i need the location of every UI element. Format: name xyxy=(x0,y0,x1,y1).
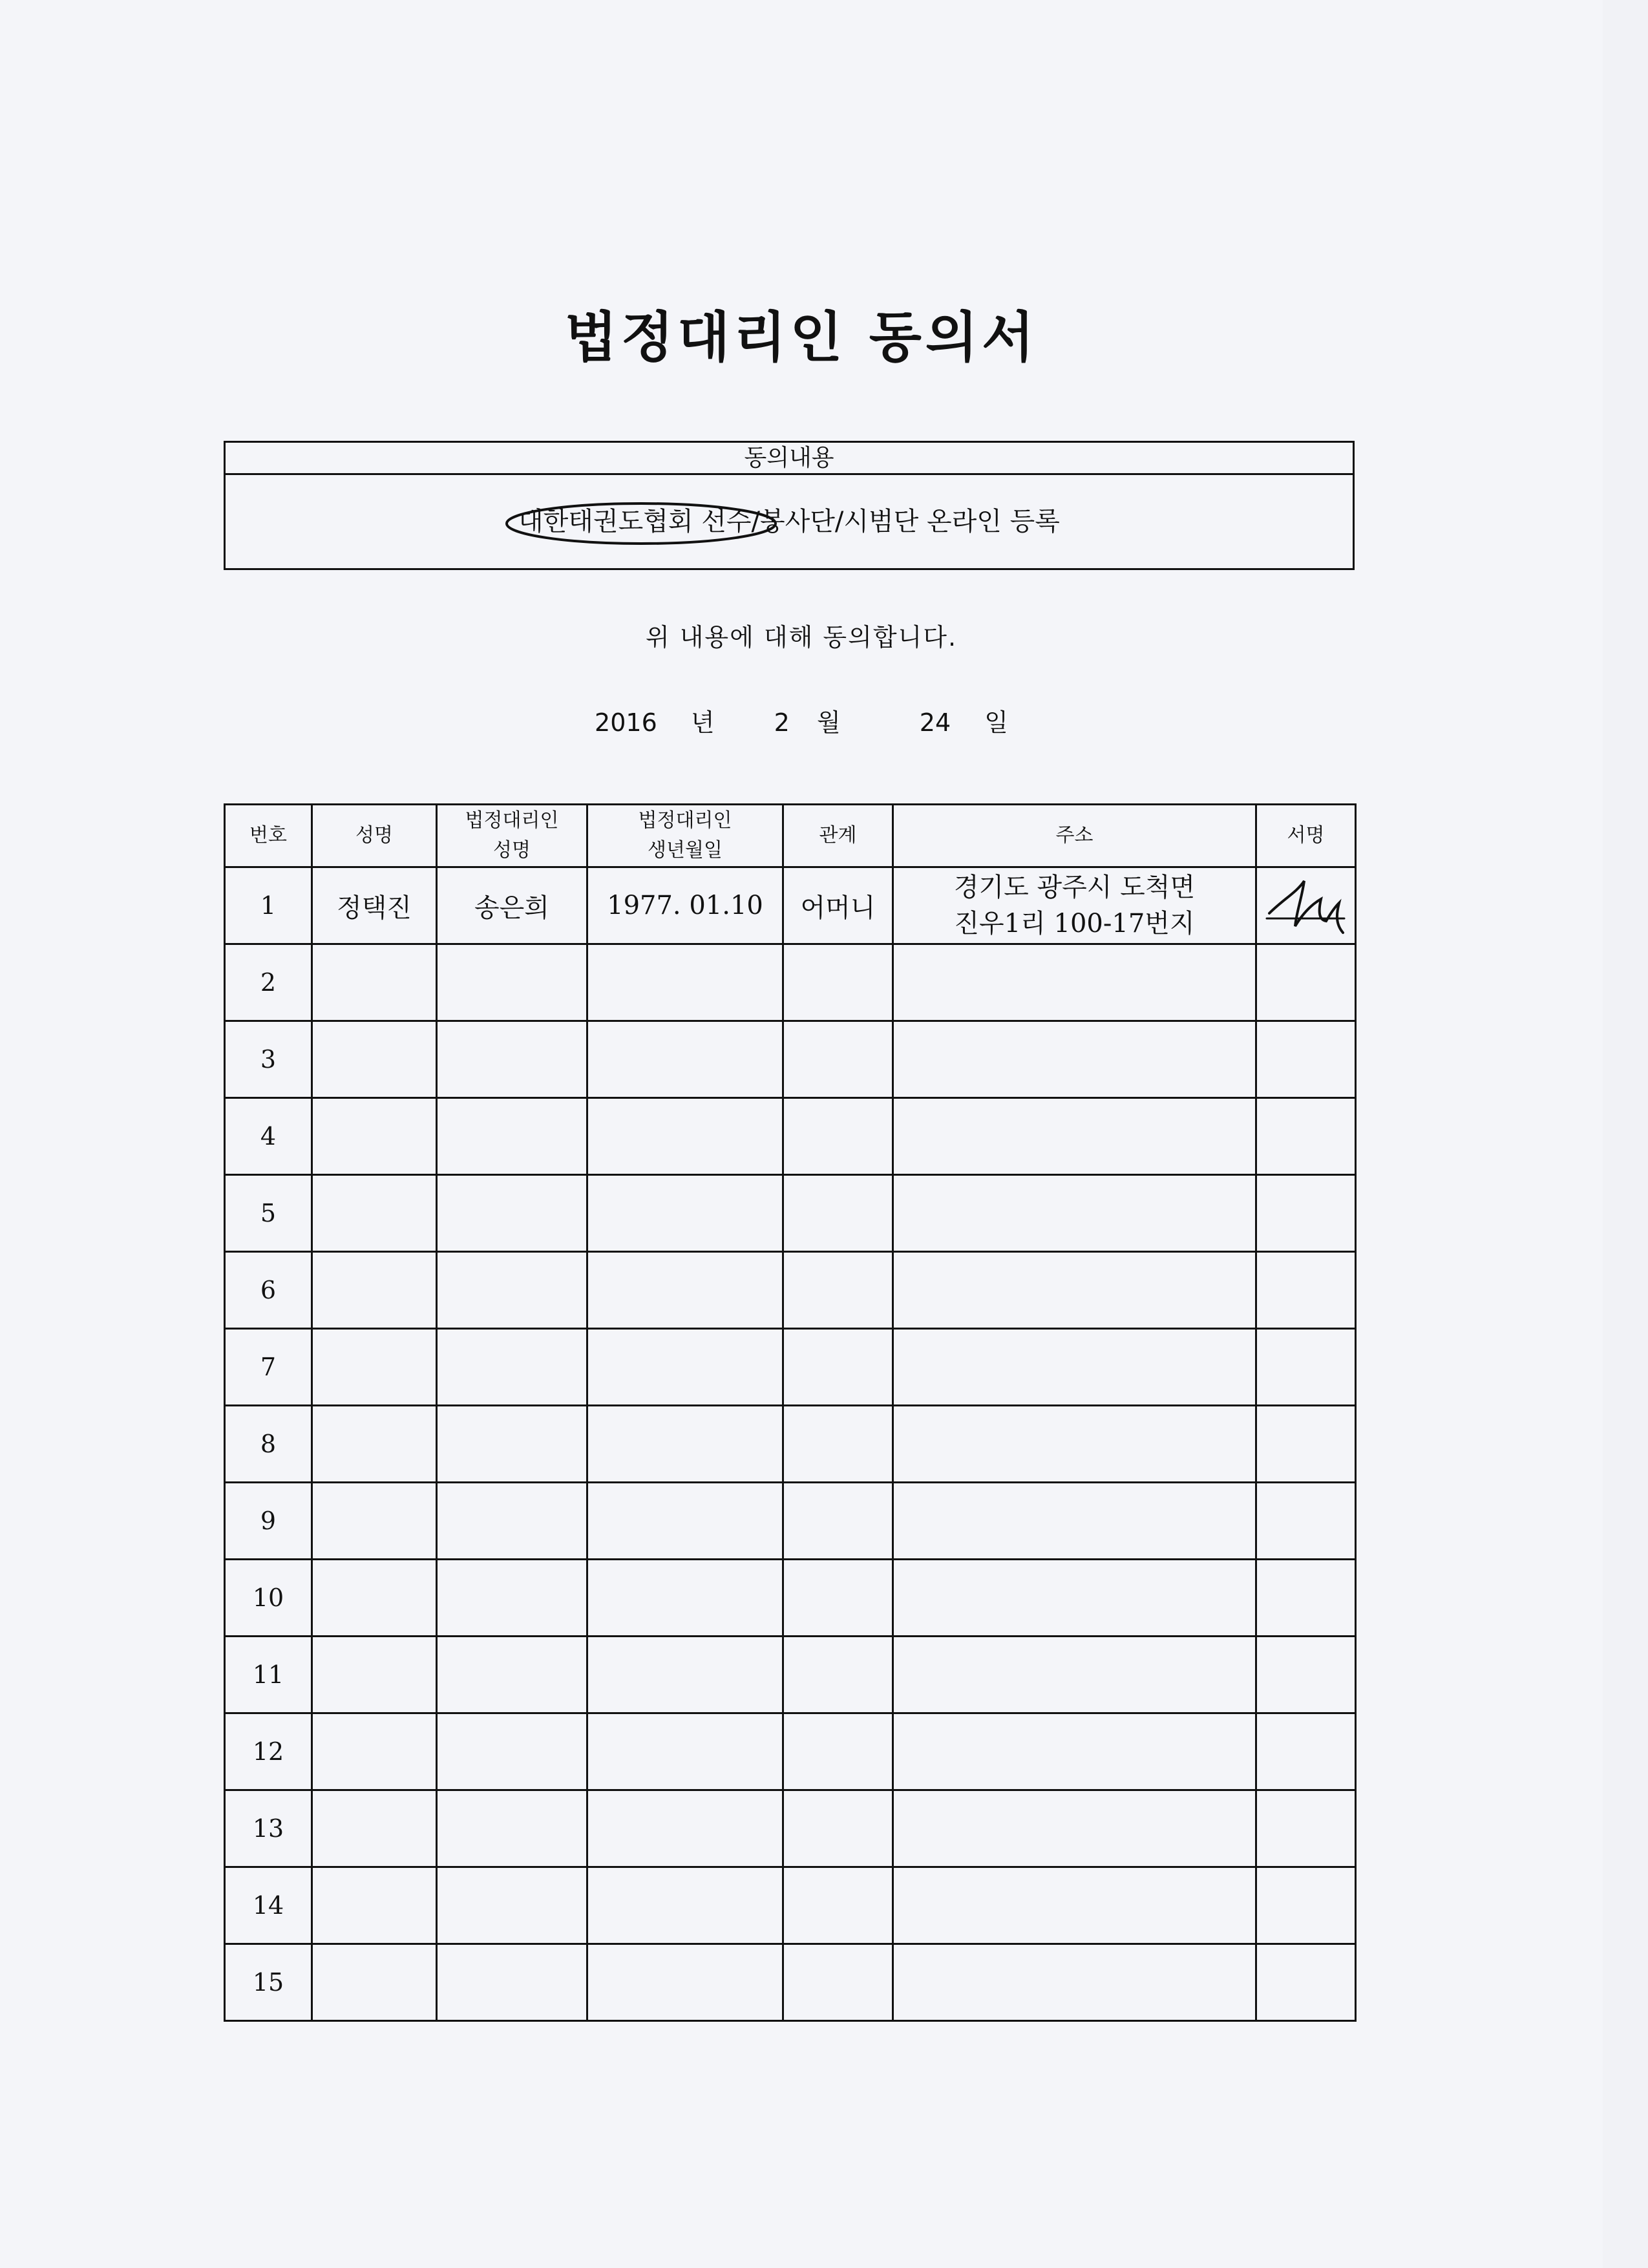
cell-address xyxy=(893,1867,1256,1944)
cell-relation xyxy=(783,1098,893,1175)
header-no: 번호 xyxy=(225,805,312,867)
cell-rep-birth xyxy=(587,1175,783,1252)
cell-address xyxy=(893,1098,1256,1175)
table-row xyxy=(225,1406,1356,1483)
cell-address xyxy=(893,1944,1256,2021)
cell-address xyxy=(893,1637,1256,1713)
cell-rep-name xyxy=(437,1944,587,2021)
cell-signature xyxy=(1256,1483,1356,1560)
cell-address-line1: 경기도 광주시 도척면 xyxy=(953,873,1196,902)
cell-rep-birth xyxy=(587,1021,783,1098)
table-row xyxy=(225,1713,1356,1790)
cell-relation xyxy=(783,1021,893,1098)
cell-name xyxy=(312,1944,437,2021)
cell-name xyxy=(312,1560,437,1637)
cell-name xyxy=(312,1713,437,1790)
cell-rep-name xyxy=(437,1252,587,1329)
table-row xyxy=(225,1329,1356,1406)
consent-box xyxy=(224,441,1355,570)
cell-signature xyxy=(1256,1252,1356,1329)
table-row xyxy=(225,1867,1356,1944)
cell-signature xyxy=(1256,1560,1356,1637)
cell-rep-name: 송은희 xyxy=(437,867,587,944)
cell-rep-birth xyxy=(587,1560,783,1637)
cell-rep-name xyxy=(437,1560,587,1637)
cell-address xyxy=(893,1329,1256,1406)
cell-signature xyxy=(1256,1713,1356,1790)
cell-signature xyxy=(1256,1406,1356,1483)
cell-no: 5 xyxy=(225,1175,312,1252)
cell-rep-birth xyxy=(587,1098,783,1175)
cell-rep-birth xyxy=(587,1944,783,2021)
cell-signature xyxy=(1256,1944,1356,2021)
cell-rep-birth xyxy=(587,1406,783,1483)
table-row xyxy=(225,1944,1356,2021)
table-row xyxy=(225,867,1356,944)
cell-rep-birth xyxy=(587,1483,783,1560)
header-signature: 서명 xyxy=(1256,805,1356,867)
cell-relation xyxy=(783,1560,893,1637)
table-row xyxy=(225,1175,1356,1252)
table-row xyxy=(225,1483,1356,1560)
cell-rep-name xyxy=(437,1713,587,1790)
date-month-unit: 월 xyxy=(816,708,841,737)
representative-table xyxy=(224,803,1357,2022)
cell-address xyxy=(893,867,1256,944)
cell-rep-name xyxy=(437,1483,587,1560)
header-rep-name-line2: 성명 xyxy=(493,839,531,862)
cell-relation xyxy=(783,1637,893,1713)
cell-rep-birth: 1977. 01.10 xyxy=(587,867,783,944)
cell-rep-name xyxy=(437,1175,587,1252)
consent-text xyxy=(518,475,1060,568)
cell-relation xyxy=(783,1329,893,1406)
cell-name xyxy=(312,1252,437,1329)
header-name: 성명 xyxy=(312,805,437,867)
header-rep-birth-line2: 생년월일 xyxy=(648,839,723,862)
cell-relation xyxy=(783,944,893,1021)
table-row xyxy=(225,1021,1356,1098)
cell-rep-name xyxy=(437,1790,587,1867)
table-row xyxy=(225,1790,1356,1867)
header-relation: 관계 xyxy=(783,805,893,867)
cell-rep-name xyxy=(437,1867,587,1944)
cell-rep-birth xyxy=(587,1329,783,1406)
cell-address xyxy=(893,1021,1256,1098)
date-day: 24 xyxy=(919,708,951,737)
cell-address xyxy=(893,1790,1256,1867)
cell-relation xyxy=(783,1944,893,2021)
cell-rep-name xyxy=(437,944,587,1021)
cell-relation xyxy=(783,1483,893,1560)
signature-mark xyxy=(1264,873,1348,938)
cell-signature xyxy=(1256,1098,1356,1175)
consent-rest-text: /봉사단/시범단 온라인 등록 xyxy=(751,507,1060,536)
header-rep-birth-line1: 법정대리인 xyxy=(638,809,732,832)
cell-name xyxy=(312,1790,437,1867)
cell-name xyxy=(312,1867,437,1944)
cell-name xyxy=(312,1098,437,1175)
cell-name xyxy=(312,1483,437,1560)
cell-relation xyxy=(783,1790,893,1867)
agreement-statement: 위 내용에 대해 동의합니다. xyxy=(645,623,958,652)
cell-address xyxy=(893,1406,1256,1483)
table-row xyxy=(225,1098,1356,1175)
date-line xyxy=(0,703,1603,738)
cell-no: 7 xyxy=(225,1329,312,1406)
cell-rep-name xyxy=(437,1021,587,1098)
consent-header: 동의내용 xyxy=(226,443,1353,475)
cell-name: 정택진 xyxy=(312,867,437,944)
cell-relation: 어머니 xyxy=(783,867,893,944)
cell-address xyxy=(893,1560,1256,1637)
cell-address xyxy=(893,1483,1256,1560)
cell-no: 9 xyxy=(225,1483,312,1560)
cell-address-line2: 진우1리 100-17번지 xyxy=(954,909,1195,938)
cell-no: 2 xyxy=(225,944,312,1021)
cell-rep-name xyxy=(437,1637,587,1713)
cell-rep-name xyxy=(437,1329,587,1406)
cell-name xyxy=(312,1329,437,1406)
cell-address xyxy=(893,944,1256,1021)
header-address: 주소 xyxy=(893,805,1256,867)
consent-circled-text: 대한태권도협회 선수 xyxy=(518,507,752,536)
cell-relation xyxy=(783,1175,893,1252)
date-month: 2 xyxy=(774,708,790,737)
cell-name xyxy=(312,944,437,1021)
cell-address xyxy=(893,1713,1256,1790)
cell-rep-birth xyxy=(587,1713,783,1790)
cell-no: 10 xyxy=(225,1560,312,1637)
header-rep-name-line1: 법정대리인 xyxy=(465,809,559,832)
table-row xyxy=(225,1637,1356,1713)
header-rep-birth xyxy=(587,805,783,867)
cell-signature xyxy=(1256,867,1356,944)
date-year-unit: 년 xyxy=(690,708,715,737)
cell-name xyxy=(312,1637,437,1713)
table-row xyxy=(225,1252,1356,1329)
table-row xyxy=(225,944,1356,1021)
cell-no: 8 xyxy=(225,1406,312,1483)
cell-no: 13 xyxy=(225,1790,312,1867)
cell-signature xyxy=(1256,1175,1356,1252)
cell-rep-name xyxy=(437,1406,587,1483)
cell-relation xyxy=(783,1867,893,1944)
cell-rep-birth xyxy=(587,1637,783,1713)
cell-no: 1 xyxy=(225,867,312,944)
cell-no: 12 xyxy=(225,1713,312,1790)
cell-no: 11 xyxy=(225,1637,312,1713)
cell-rep-birth xyxy=(587,944,783,1021)
consent-body xyxy=(226,475,1353,568)
cell-signature xyxy=(1256,1021,1356,1098)
cell-signature xyxy=(1256,1329,1356,1406)
cell-relation xyxy=(783,1713,893,1790)
table-header-row xyxy=(225,805,1356,867)
cell-rep-birth xyxy=(587,1790,783,1867)
cell-address xyxy=(893,1175,1256,1252)
cell-relation xyxy=(783,1252,893,1329)
cell-name xyxy=(312,1175,437,1252)
cell-no: 4 xyxy=(225,1098,312,1175)
cell-address xyxy=(893,1252,1256,1329)
cell-no: 6 xyxy=(225,1252,312,1329)
cell-name xyxy=(312,1021,437,1098)
document-title: 법정대리인 동의서 xyxy=(564,306,1039,369)
cell-no: 3 xyxy=(225,1021,312,1098)
cell-no: 14 xyxy=(225,1867,312,1944)
table-row xyxy=(225,1560,1356,1637)
date-day-unit: 일 xyxy=(984,708,1008,737)
cell-signature xyxy=(1256,1790,1356,1867)
cell-relation xyxy=(783,1406,893,1483)
cell-signature xyxy=(1256,944,1356,1021)
cell-rep-birth xyxy=(587,1867,783,1944)
cell-signature xyxy=(1256,1637,1356,1713)
cell-name xyxy=(312,1406,437,1483)
cell-no: 15 xyxy=(225,1944,312,2021)
cell-rep-birth xyxy=(587,1252,783,1329)
cell-rep-name xyxy=(437,1098,587,1175)
cell-signature xyxy=(1256,1867,1356,1944)
header-rep-name xyxy=(437,805,587,867)
date-year: 2016 xyxy=(595,708,657,737)
